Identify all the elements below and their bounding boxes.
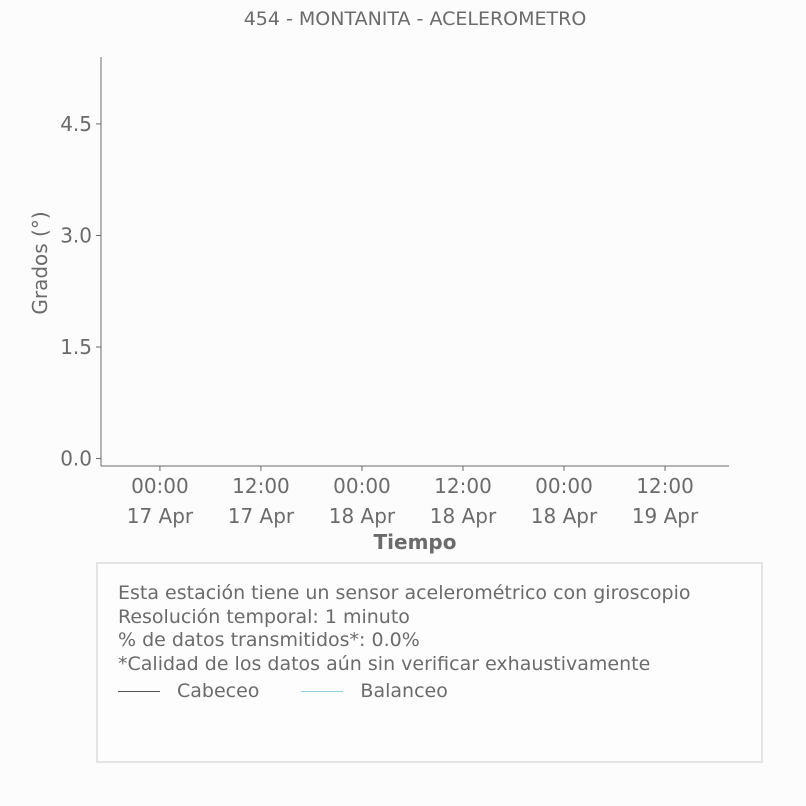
info-line-sensor: Esta estación tiene un sensor acelerométrico con giroscopio [118,582,691,604]
y-axis [60,57,101,471]
chart-title: 454 - MONTANITA - ACELEROMETRO [243,8,587,30]
legend-item-balanceo [301,676,447,706]
x-tick-label-time: 12:00 [434,474,492,498]
legend-label-cabeceo: Cabeceo [177,680,260,702]
x-tick-label-time: 12:00 [232,474,290,498]
x-tick-label-time: 12:00 [636,474,694,498]
x-tick-label-time: 00:00 [535,474,593,498]
y-axis-label: Grados (°) [28,211,52,315]
x-tick-label-time: 00:00 [131,474,189,498]
info-line-resolution: Resolución temporal: 1 minuto [118,605,410,628]
x-tick-label-date: 17 Apr [227,504,295,528]
x-tick-label-date: 17 Apr [126,504,194,528]
x-tick-label-date: 18 Apr [429,504,497,528]
x-axis-label: Tiempo [373,530,457,554]
x-axis [101,466,729,528]
legend-label-balanceo: Balanceo [360,680,448,702]
info-line-quality: *Calidad de los datos aún sin verificar exhaustivamente [118,652,651,675]
y-tick-label: 1.5 [60,335,92,360]
x-tick-label-date: 18 Apr [530,504,598,528]
info-line-transmitted: % de datos transmitidos*: 0.0% [118,629,420,651]
legend-swatch-balanceo [301,691,343,692]
legend [118,676,761,706]
y-tick-label: 4.5 [60,111,92,136]
x-tick-label-date: 19 Apr [631,504,699,528]
legend-item-cabeceo [118,676,259,706]
y-tick-label: 3.0 [60,223,92,248]
x-tick-label-date: 18 Apr [328,504,396,528]
y-tick-label: 0.0 [60,446,92,471]
legend-swatch-cabeceo [118,691,160,692]
x-tick-label-time: 00:00 [333,474,391,498]
info-legend-box [96,562,763,763]
